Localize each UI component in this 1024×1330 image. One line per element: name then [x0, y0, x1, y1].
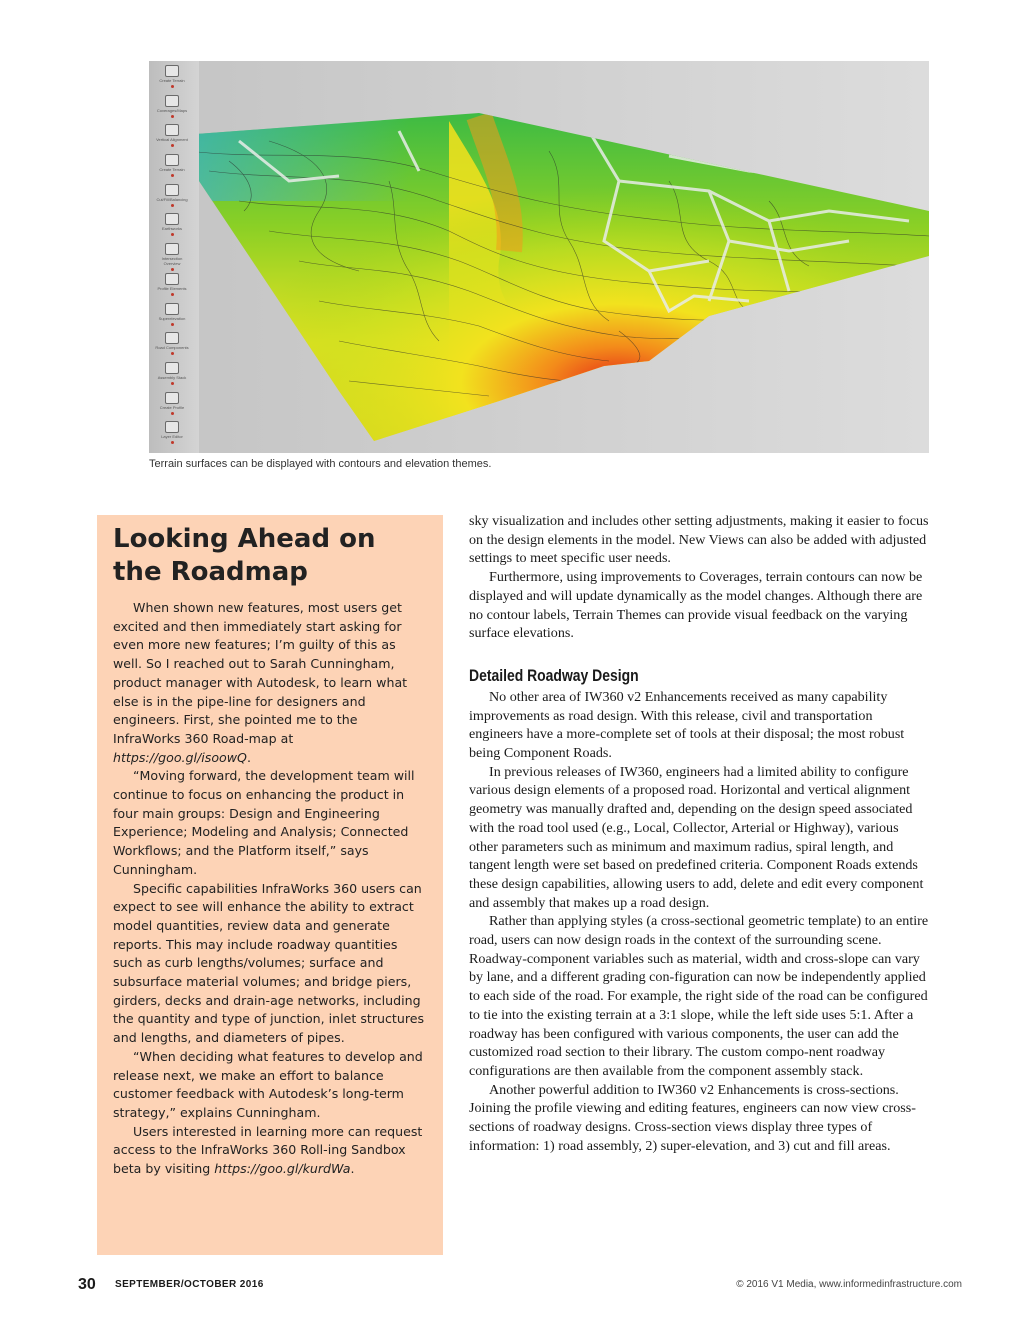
tool-marker — [171, 382, 174, 385]
layer-icon — [165, 421, 179, 433]
tool-item[interactable] — [155, 95, 189, 118]
section-heading: Detailed Roadway Design — [469, 665, 639, 685]
tool-item[interactable] — [155, 392, 189, 415]
tool-label: Assembly Stack — [157, 374, 187, 380]
body-paragraph: sky visualization and includes other setting adjustments, making it easier to focus on the design elements in the model. New Views can also be added with adjusted settings to meet specific user needs. — [469, 513, 929, 567]
map-icon — [165, 95, 179, 107]
roadmap-link[interactable]: https://goo.gl/isoowQ — [113, 749, 247, 765]
body-paragraph: Rather than applying styles (a cross-sectional geometric template) to an entire road, users can now design roads in the context of the surrounding scene. Roadway-component variables such as material, width and cross-slope can vary by lane, and a different grading con-figuration can now be independently applied to each side of the road. For example, the right side of the road can be configured to tie into the existing terrain at a 3:1 slope, while the left side uses 5:1. After a roadway has been configured with various components, the user can add the customized road section to their library. The custom compo-nent roadway configurations are then available from the component assembly stack. — [469, 913, 929, 1079]
sidebar-paragraph: Users interested in learning more can request access to the InfraWorks 360 Roll-ing Sandbox beta by visiting https://goo.gl/kurdWa. — [113, 1123, 423, 1177]
sidebar-paragraph: Specific capabilities InfraWorks 360 users can expect to see will enhance the ability to extract model quantities, review data and generate reports. This may include roadway quantities such as curb lengths/volumes; surface and subsurface material volumes; and bridge piers, girders, decks and drain-age networks, including the quantity and type of junction, inlet structures and lengths, and diameters of pipes. — [113, 880, 425, 1046]
tool-marker — [171, 441, 174, 444]
profile-elements-icon — [165, 273, 179, 285]
sidebar-title: Looking Ahead on the Roadmap — [113, 524, 376, 587]
tool-marker — [171, 323, 174, 326]
figure-caption: Terrain surfaces can be displayed with contours and elevation themes. — [149, 458, 492, 470]
tool-item[interactable] — [155, 213, 189, 236]
component-icon — [165, 332, 179, 344]
page-footer — [78, 1276, 962, 1296]
body-paragraph: In previous releases of IW360, engineers had a limited ability to configure various design elements of a proposed road. Horizontal and vertical alignment geometry was manually drafted and, depending on the design speed associated with the road tool used (e.g., Local, Collector, Arterial or Highway), various other parameters such as minimum and maximum radius, spiral length, and tangent length were set based on predefined criteria. Component Roads extends these design capabilities, allowing users to add, delete and edit every component and assembly that makes up a road design. — [469, 763, 924, 911]
tool-label: Earthworks — [161, 226, 182, 232]
alignment-icon — [165, 124, 179, 136]
tool-marker — [171, 352, 174, 355]
tool-label: Coverages/Maps — [156, 107, 188, 113]
tool-marker — [171, 204, 174, 207]
tool-marker — [171, 174, 174, 177]
tool-label: Road Components — [155, 345, 189, 351]
create-profile-icon — [165, 392, 179, 404]
tool-item[interactable] — [155, 154, 189, 177]
tool-marker — [171, 85, 174, 88]
tool-label: Vertical Alignment — [156, 137, 188, 143]
body-paragraph: No other area of IW360 v2 Enhancements received as many capability improvements as road design. With this release, civil and transportation engineers have a more-complete set of tools at their disposal; the most robust being Component Roads. — [469, 688, 905, 762]
superelevation-icon — [165, 303, 179, 315]
tool-label: Superelevation — [158, 315, 186, 321]
earthwork-icon — [165, 213, 179, 225]
tool-item[interactable] — [155, 421, 189, 444]
tool-marker — [171, 268, 174, 271]
terrain-figure — [149, 61, 929, 453]
tool-item[interactable] — [155, 303, 189, 326]
tool-palette — [149, 61, 199, 453]
stack-icon — [165, 362, 179, 374]
tool-item[interactable] — [155, 124, 189, 147]
sidebar-paragraph: “Moving forward, the development team will continue to focus on enhancing the product in four main groups: Design and Engineering Experience; Modeling and Analysis; Connected Workflows; and the Platform itself,” says Cunningham. — [113, 768, 415, 877]
cut-fill-icon — [165, 184, 179, 196]
sidebar-paragraph: When shown new features, most users get excited and then immediately start asking for even more new features; I’m guilty of this as well. So I reached out to Sarah Cunningham, product manager with Autodesk, to learn what else is in the pipe-line for designers and engineers. First, she pointed me to the InfraWorks 360 Road-map at https://goo.gl/isoowQ. — [113, 600, 408, 765]
page-number: 30 — [78, 1276, 96, 1293]
main-column — [469, 512, 929, 1156]
tool-marker — [171, 233, 174, 236]
tool-label: Cut/Fill/Balancing — [156, 196, 188, 202]
tool-item[interactable] — [155, 332, 189, 355]
tool-marker — [171, 144, 174, 147]
tool-label: Create Terrain — [159, 167, 185, 173]
tool-label: Create Profile — [159, 404, 185, 410]
tool-item[interactable] — [155, 273, 189, 296]
intersection-icon — [165, 243, 179, 255]
tool-marker — [171, 115, 174, 118]
terrain-render — [149, 61, 929, 453]
sidebar-box — [97, 515, 443, 1255]
sandbox-link[interactable]: https://goo.gl/kurdWa — [214, 1161, 351, 1177]
terrain-icon — [165, 65, 179, 77]
sidebar-paragraph: “When deciding what features to develop and release next, we make an effort to balance customer feedback with Autodesk’s long-term strategy,” explains Cunningham. — [113, 1048, 423, 1120]
copyright: © 2016 V1 Media, www.informedinfrastructure.com — [736, 1279, 962, 1290]
tool-item[interactable] — [155, 184, 189, 207]
tool-label: Create Terrain — [159, 78, 185, 83]
body-paragraph: Another powerful addition to IW360 v2 Enhancements is cross-sections. Joining the profile viewing and editing features, engineers can now view cross-sections of roadway designs. Cross-section views display three types of information: 1) road assembly, 2) super-elevation, and 3) cut and fill areas. — [469, 1081, 916, 1154]
tool-marker — [171, 412, 174, 415]
tool-label: Profile Elements — [157, 285, 187, 291]
tool-label: Intersection Overview — [161, 256, 183, 267]
tool-item[interactable] — [155, 65, 189, 88]
profile-icon — [165, 154, 179, 166]
tool-label: Layer Editor — [161, 434, 183, 440]
body-paragraph: Furthermore, using improvements to Coverages, terrain contours can now be displayed and will update dynamically as the model changes. Although there are no contour labels, Terrain Themes can provide visual feedback on the varying surface elevations. — [469, 569, 923, 642]
tool-item[interactable] — [155, 362, 189, 385]
issue-date: SEPTEMBER/OCTOBER 2016 — [115, 1279, 264, 1290]
tool-marker — [171, 293, 174, 296]
tool-item[interactable] — [155, 243, 189, 271]
